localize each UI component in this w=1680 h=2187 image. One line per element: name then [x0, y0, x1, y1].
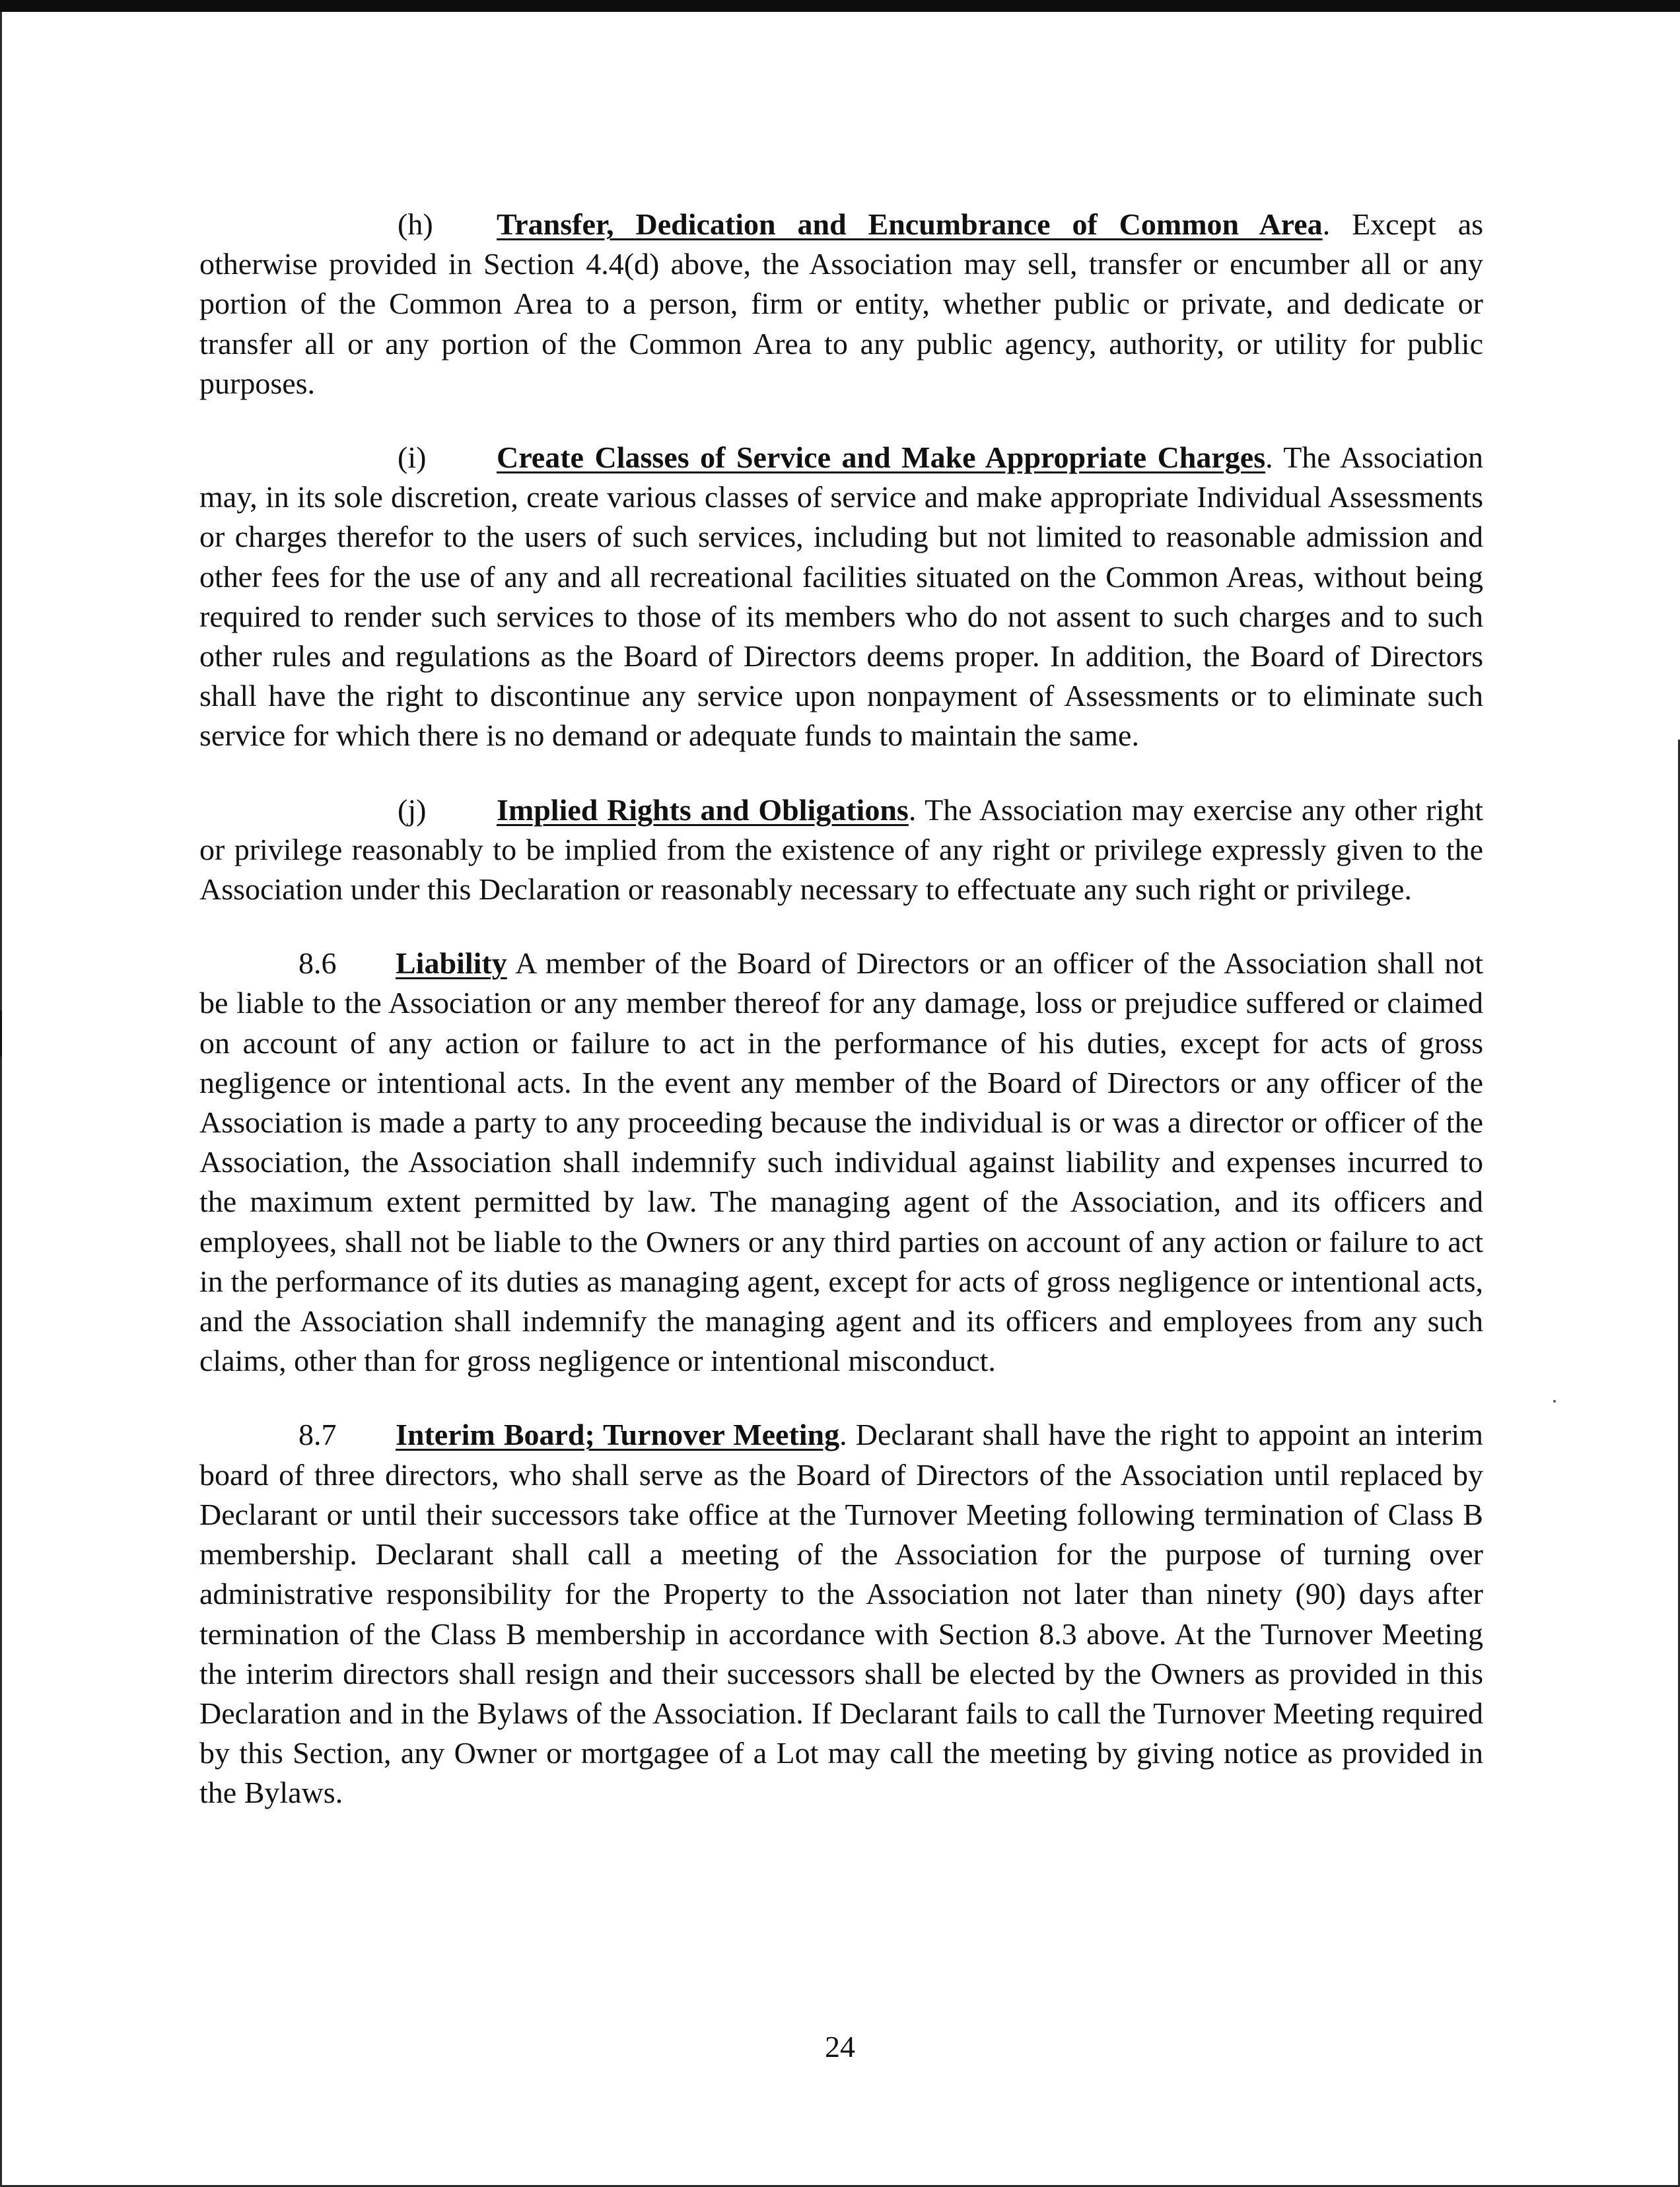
section-body: . Declarant shall have the right to appoint an interim board of three directors, who shall serve as the Board of Directors of the Association until replaced by Declarant or until their successors take office at the Turnover Meeting following termination of Class B membership. Declarant shall call a meeting of the Association for the purpose of turning over administrative responsibility for the Property to the Association not later than ninety (90) days after termination of the Class B membership in accordance with Section 8.3 above. At the Turnover Meeting the interim directors shall resign and their successors shall be elected by the Owners as provided in this Declaration and in the Bylaws of the Association. If Declarant fails to call the Turnover Meeting required by this Section, any Owner or mortgagee of a Lot may call the meeting by giving notice as provided in the Bylaws.	[199, 1418, 1483, 1810]
scan-left-mark	[0, 1010, 2, 1057]
paragraph-heading: Implied Rights and Obligations	[497, 792, 909, 827]
paragraph-number: (j)	[398, 792, 427, 827]
paragraph-number: (i)	[398, 440, 427, 475]
paragraph-h	[199, 205, 1483, 403]
section-heading: Interim Board; Turnover Meeting	[396, 1418, 840, 1452]
paragraph-number: (h)	[398, 207, 433, 241]
paragraph-body: . Except as otherwise provided in Section 4.4(d) above, the Association may sell, transfer or encumber all or any portion of the Common Area to a person, firm or entity, whether public or private, and dedicate or transfer all or any portion of the Common Area to any public agency, authority, or utility for public purposes.	[199, 207, 1484, 400]
section-heading: Liability	[396, 946, 507, 981]
scan-top-border	[0, 0, 1680, 12]
section-8-6	[199, 944, 1483, 1381]
section-body: A member of the Board of Directors or an officer of the Association shall not be liable to the Association or any member thereof for any damage, loss or prejudice suffered or claimed on account of any action or failure to act in the performance of his duties, except for acts of gross negligence or intentional acts. In the event any member of the Board of Directors or any officer of the Association is made a party to any proceeding because the individual is or was a director or officer of the Association, the Association shall indemnify such individual against liability and expenses incurred to the maximum extent permitted by law. The managing agent of the Association, and its officers and employees, shall not be liable to the Owners or any third parties on account of any action or failure to act in the performance of its duties as managing agent, except for acts of gross negligence or intentional acts, and the Association shall indemnify the managing agent and its officers and employees from any such claims, other than for gross negligence or intentional misconduct.	[199, 946, 1483, 1378]
scan-left-border	[0, 12, 2, 2187]
paragraph-heading: Create Classes of Service and Make Appropriate Charges	[497, 440, 1266, 475]
page-number: 24	[825, 2030, 855, 2064]
paragraph-body: . The Association may, in its sole discretion, create various classes of service and make appropriate Individual Assessments or charges therefor to the users of such services, including but not limited to reasonable admission and other fees for the use of any and all recreational facilities situated on the Common Areas, without being required to render such services to those of its members who do not assent to such charges and to such other rules and regulations as the Board of Directors deems proper. In addition, the Board of Directors shall have the right to discontinue any service upon nonpayment of Assessments or to eliminate such service for which there is no demand or adequate funds to maintain the same.	[199, 440, 1484, 753]
paragraph-j	[199, 790, 1483, 910]
paragraph-i	[199, 438, 1483, 756]
section-number: 8.7	[298, 1418, 337, 1452]
document-page	[199, 205, 1483, 1813]
section-number: 8.6	[298, 946, 337, 981]
section-8-7	[199, 1415, 1483, 1813]
scan-speck	[1553, 1400, 1556, 1403]
paragraph-body: . The Association may exercise any other right or privilege reasonably to be implied from the existence of any right or privilege expressly given to the Association under this Declaration or reasonably necessary to effectuate any such right or privilege.	[199, 792, 1483, 907]
paragraph-heading: Transfer, Dedication and Encumbrance of Common Area	[497, 207, 1323, 241]
